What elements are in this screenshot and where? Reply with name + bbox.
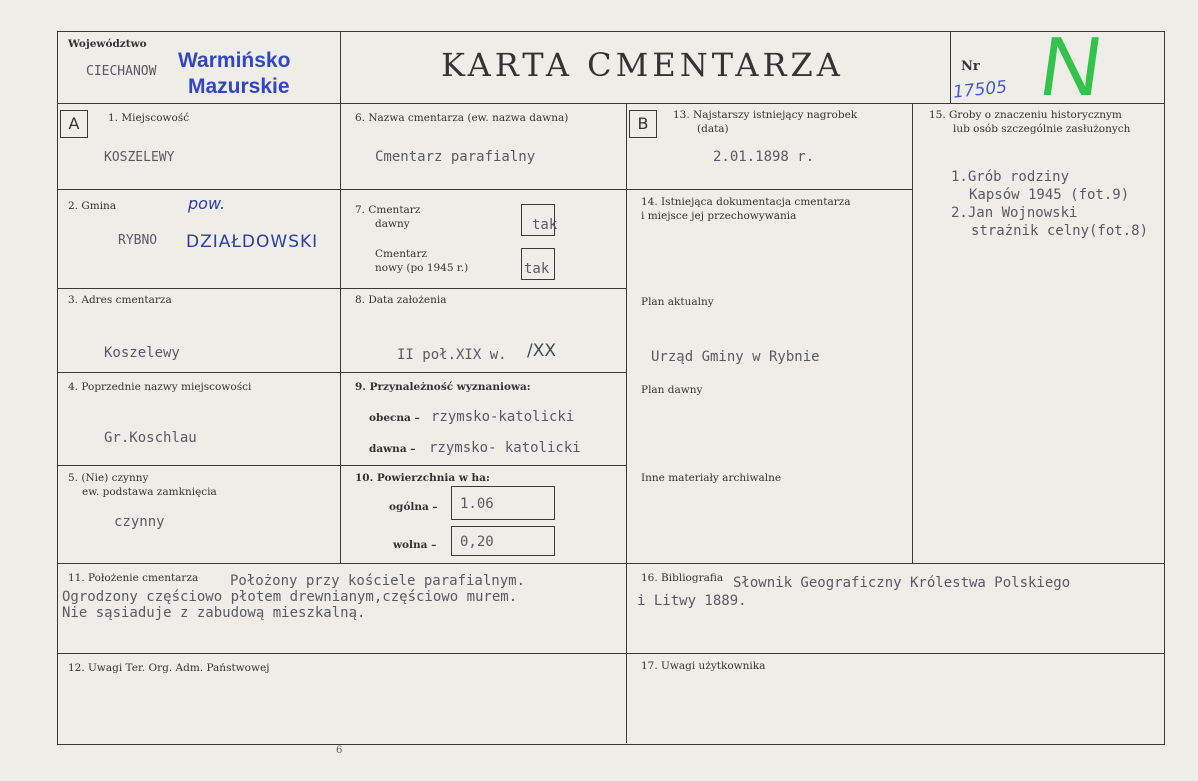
field-15-label-line2: lub osób szczególnie zasłużonych (953, 123, 1131, 135)
field-7-dawny-box (521, 204, 558, 236)
field-1-cell (58, 104, 341, 190)
field-7-nowy-box (521, 248, 555, 280)
field-4-value: Gr.Koschlau (104, 430, 197, 446)
field-13-label-line2: (data) (697, 123, 729, 135)
field-10-ogolna-value: 1.06 (460, 496, 494, 512)
field-11-line2: Ogrodzony częściowo płotem drewnianym,częściowo murem. (62, 589, 518, 605)
wojewodztwo-stamp-line2: Mazurskie (188, 75, 290, 98)
section-b-box: B (629, 110, 657, 138)
field-16-label: 16. Bibliografia (641, 572, 724, 584)
field-17-label: 17. Uwagi użytkownika (641, 660, 766, 672)
field-3-label: 3. Adres cmentarza (68, 294, 172, 306)
field-11-line1: Położony przy kościele parafialnym. (230, 573, 526, 589)
plan-dawny-label: Plan dawny (641, 384, 703, 396)
field-10-wolna-label: wolna – (393, 539, 437, 551)
header-title-cell (341, 32, 951, 104)
field-13-cell (627, 104, 913, 190)
field-8-hand: /XX (527, 341, 557, 361)
field-7-dawny-label: dawny (375, 218, 410, 230)
field-10-cell (341, 466, 627, 564)
card-frame (57, 19, 1165, 745)
field-13-value: 2.01.1898 r. (713, 149, 815, 165)
field-11-line3: Nie sąsiaduje z zabudową mieszkalną. (62, 605, 366, 621)
field-14-label-line2: i miejsce jej przechowywania (641, 210, 797, 222)
field-6-cell (341, 104, 627, 190)
field-14-cell (627, 190, 913, 564)
field-9-dawna-value: rzymsko- katolicki (429, 440, 581, 456)
field-16-cell (627, 564, 1164, 654)
field-9-cell (341, 373, 627, 466)
field-2-hand-county: DZIAŁDOWSKI (186, 232, 319, 252)
field-5-cell (58, 466, 341, 564)
field-8-value: II poł.XIX w. (397, 347, 507, 363)
field-10-wolna-value: 0,20 (460, 534, 494, 550)
wojewodztwo-typed: CIECHANOW (86, 64, 157, 79)
field-5-label-line1: 5. (Nie) czynny (68, 472, 149, 484)
field-7-dawny-value: tak (532, 217, 558, 233)
field-8-label: 8. Data założenia (355, 294, 447, 306)
field-15-line4: strażnik celny(fot.8) (971, 223, 1149, 239)
field-14-label-line1: 14. Istniejąca dokumentacja cmentarza (641, 196, 851, 208)
header-wojewodztwo-cell (58, 32, 341, 104)
plan-aktualny-value: Urząd Gminy w Rybnie (651, 349, 820, 365)
field-9-dawna-label: dawna – (369, 443, 416, 455)
field-2-hand-pow: pow. (188, 194, 226, 213)
field-2-cell (58, 190, 341, 289)
section-a-box: A (60, 110, 88, 138)
field-7-label: 7. Cmentarz (355, 204, 421, 216)
field-3-cell (58, 289, 341, 373)
field-15-label-line1: 15. Groby o znaczeniu historycznym (929, 109, 1122, 121)
wojewodztwo-stamp-line1: Warmińsko (178, 49, 291, 72)
field-15-cell (913, 104, 1164, 564)
field-10-ogolna-box (451, 486, 555, 520)
nr-letter: N (1034, 19, 1109, 113)
field-6-label: 6. Nazwa cmentarza (ew. nazwa dawna) (355, 112, 569, 124)
field-9-obecna-label: obecna – (369, 412, 420, 424)
field-16-line1: Słownik Geograficzny Królestwa Polskiego (733, 575, 1071, 591)
field-9-label: 9. Przynależność wyznaniowa: (355, 381, 531, 393)
field-4-label: 4. Poprzednie nazwy miejscowości (68, 381, 252, 393)
field-17-cell (627, 654, 1164, 743)
field-2-value: RYBNO (118, 233, 158, 248)
field-11-label: 11. Położenie cmentarza (68, 572, 199, 584)
field-5-label-line2: ew. podstawa zamknięcia (82, 486, 217, 498)
field-11-cell (58, 564, 627, 654)
field-9-obecna-value: rzymsko-katolicki (431, 409, 575, 425)
field-7-nowy-value: tak (524, 261, 550, 277)
field-10-wolna-box (451, 526, 555, 556)
field-12-label: 12. Uwagi Ter. Org. Adm. Państwowej (68, 662, 270, 674)
field-7-nowy-label2: nowy (po 1945 r.) (375, 262, 469, 274)
field-1-label: 1. Miejscowość (108, 112, 190, 124)
field-7-nowy-label1: Cmentarz (375, 248, 427, 260)
field-15-line3: 2.Jan Wojnowski (951, 205, 1078, 221)
field-5-value: czynny (114, 514, 165, 530)
field-8-cell (341, 289, 627, 373)
field-16-line2: i Litwy 1889. (637, 593, 747, 609)
footer-mark: 6 (336, 745, 343, 756)
field-12-cell (58, 654, 627, 743)
plan-aktualny-label: Plan aktualny (641, 296, 714, 308)
field-2-label: 2. Gmina (68, 200, 117, 212)
inne-materialy-label: Inne materiały archiwalne (641, 472, 782, 484)
nr-value: 17505 (952, 77, 1008, 103)
field-15-line2: Kapsów 1945 (fot.9) (969, 187, 1130, 203)
nr-label: Nr (961, 59, 980, 74)
card-title: KARTA CMENTARZA (441, 46, 844, 84)
field-15-line1: 1.Grób rodziny (951, 169, 1070, 185)
wojewodztwo-label: Województwo (68, 38, 147, 50)
field-1-value: KOSZELEWY (104, 150, 175, 165)
field-6-value: Cmentarz parafialny (375, 149, 536, 165)
field-4-cell (58, 373, 341, 466)
field-10-ogolna-label: ogólna – (389, 501, 438, 513)
header-nr-cell (951, 19, 1164, 113)
field-3-value: Koszelewy (104, 345, 180, 361)
field-13-label-line1: 13. Najstarszy istniejący nagrobek (673, 109, 858, 121)
field-10-label: 10. Powierzchnia w ha: (355, 472, 490, 484)
field-7-cell (341, 190, 627, 289)
